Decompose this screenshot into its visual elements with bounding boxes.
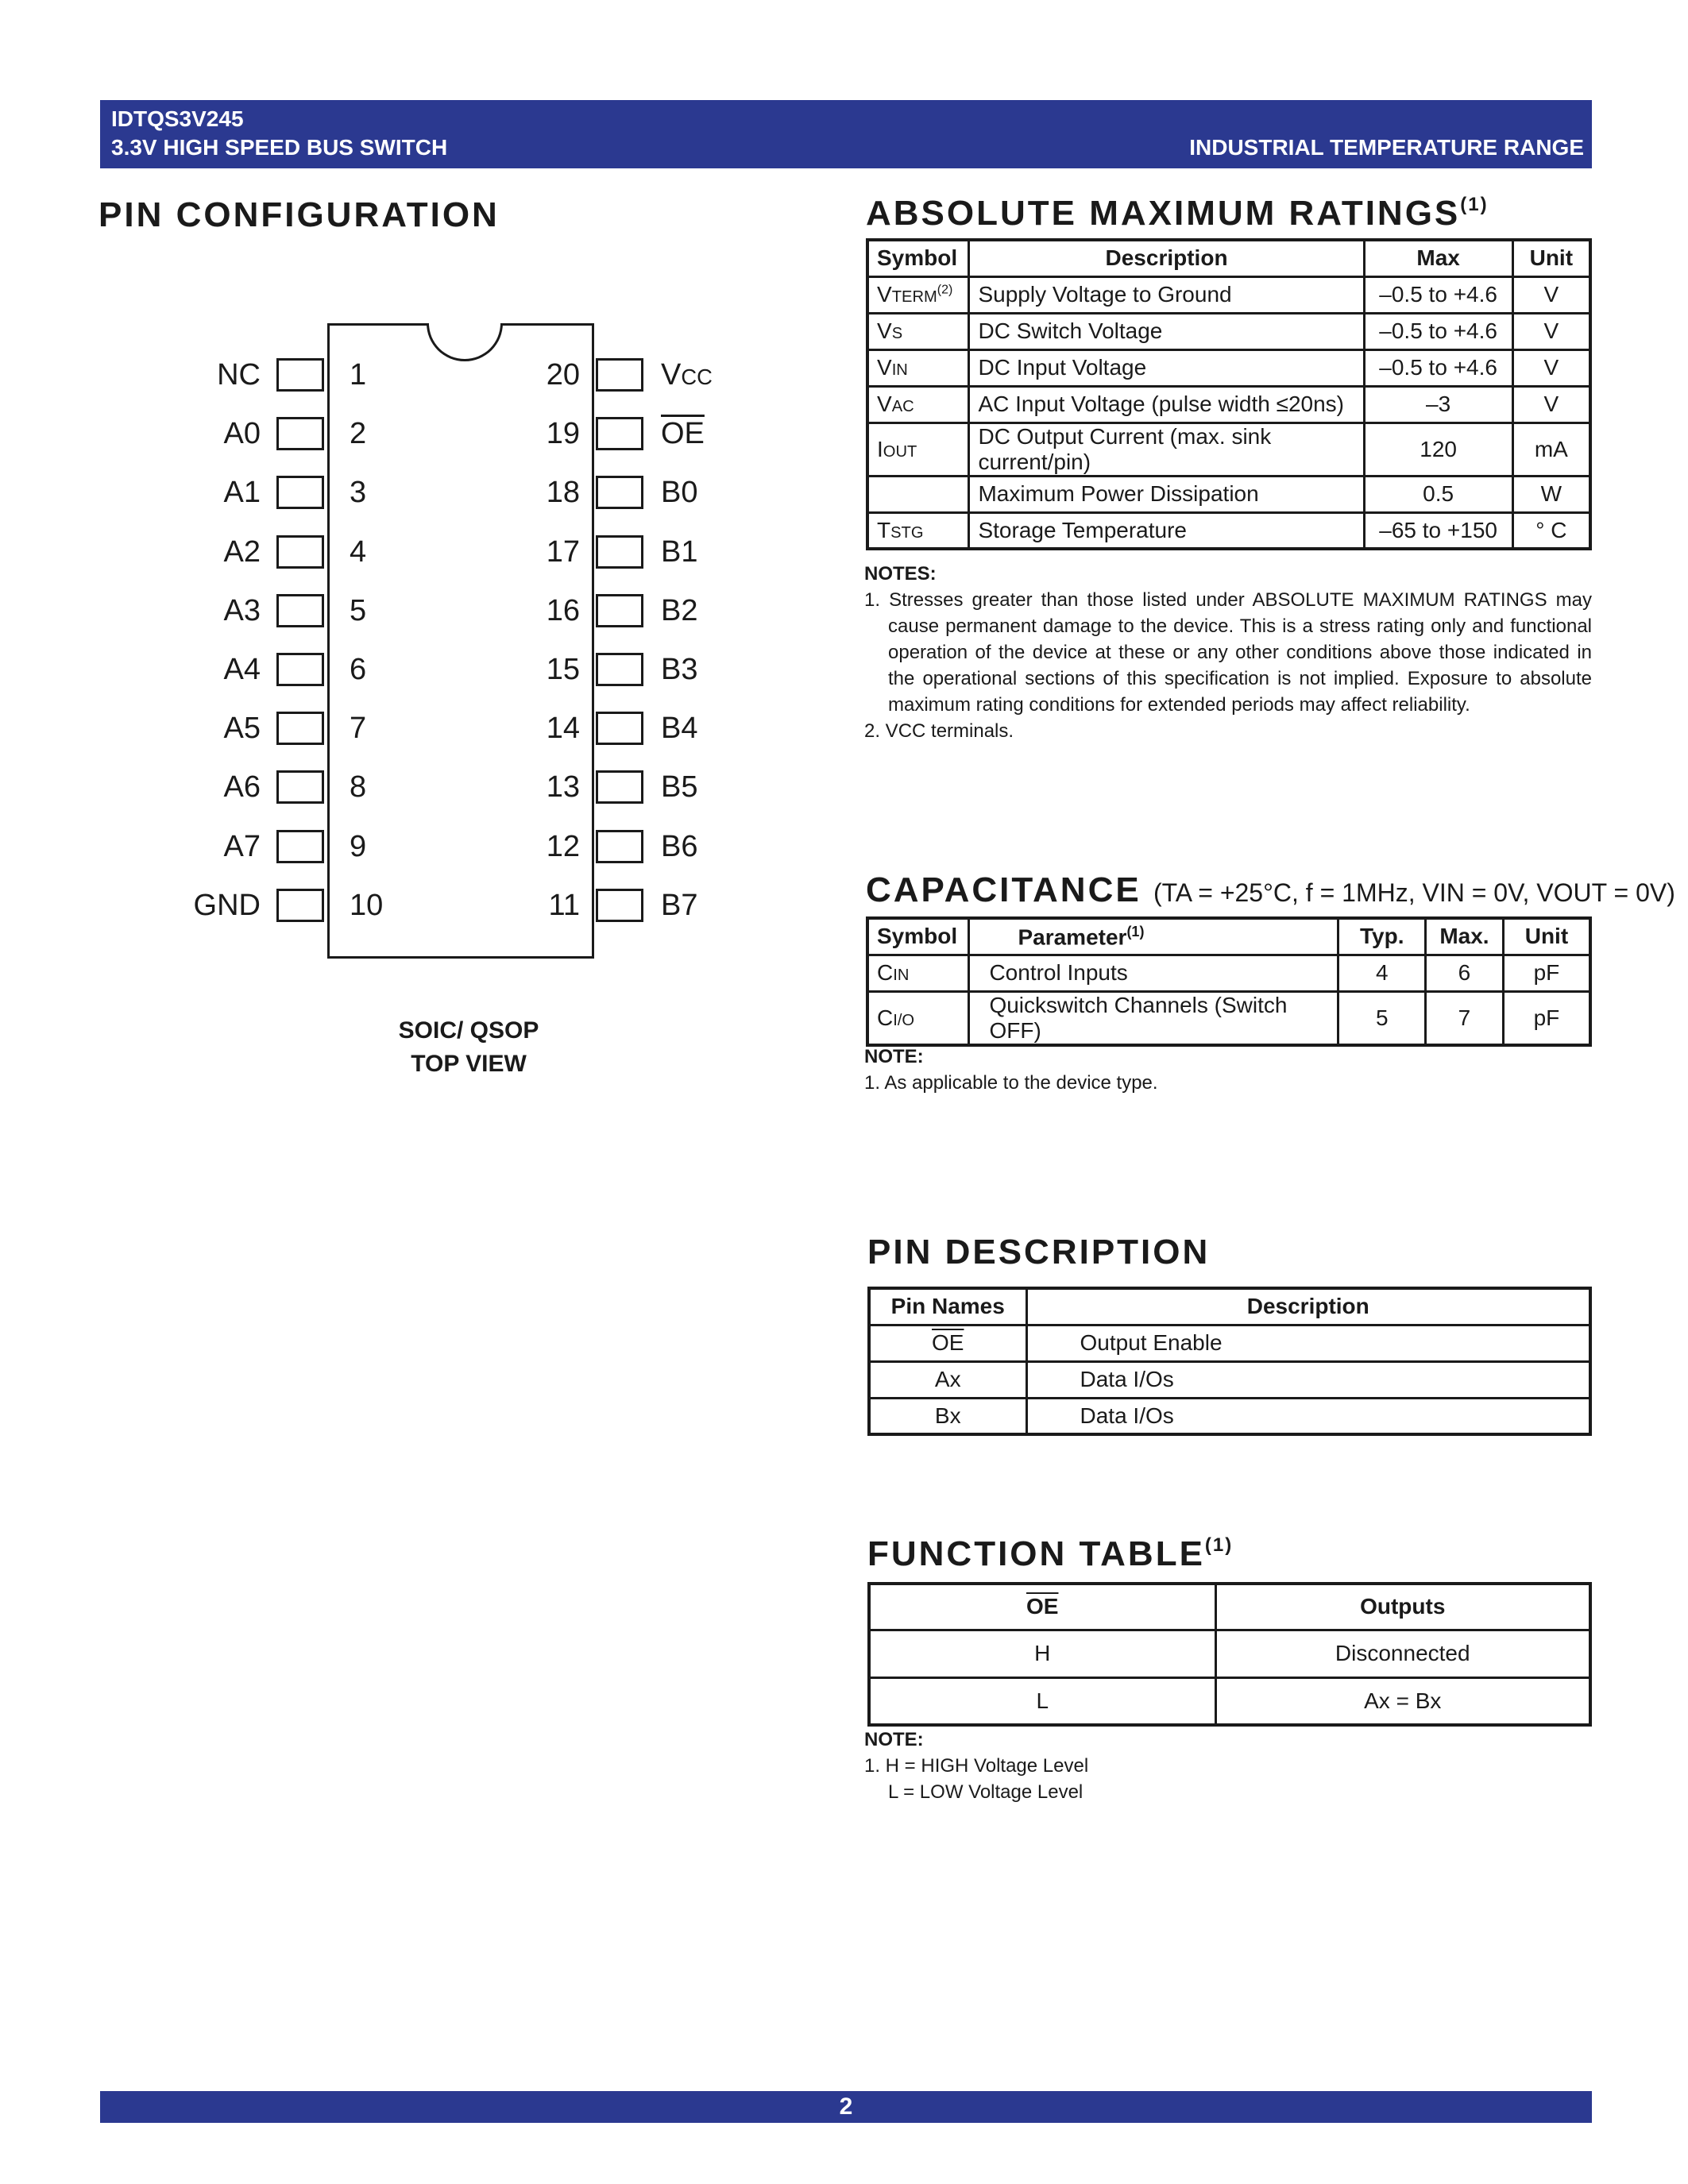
pin-name-left: A5	[223, 712, 261, 745]
pin-lead-left	[276, 476, 324, 509]
cell-description: Supply Voltage to Ground	[969, 276, 1364, 313]
table-row	[869, 1630, 1590, 1677]
pin-lead-right	[596, 535, 643, 569]
table-row	[869, 1325, 1590, 1361]
function-table-notes	[864, 1727, 1579, 1805]
pin-number-left: 6	[350, 653, 367, 686]
cell-symbol: CIN	[867, 955, 969, 991]
col-symbol: Symbol	[867, 918, 969, 955]
cell-unit: V	[1512, 349, 1590, 386]
col-unit: Unit	[1512, 240, 1590, 276]
pin-lead-right	[596, 770, 643, 804]
table-row	[869, 1677, 1590, 1725]
pin-description-table	[867, 1287, 1592, 1436]
cell-description: Data I/Os	[1026, 1361, 1590, 1398]
cell-typ: 5	[1338, 991, 1426, 1045]
pin-number-left: 7	[350, 712, 367, 745]
pin-lead-left	[276, 770, 324, 804]
pin-name-left: NC	[217, 358, 261, 392]
cell-description: AC Input Voltage (pulse width ≤20ns)	[969, 386, 1364, 423]
pin-lead-left	[276, 594, 324, 627]
table-row	[867, 512, 1590, 549]
cell-symbol: CI/O	[867, 991, 969, 1045]
note-1-cont: L = LOW Voltage Level	[888, 1781, 1083, 1803]
cell-description: Maximum Power Dissipation	[969, 476, 1364, 512]
capacitance-table	[866, 916, 1592, 1047]
page-footer	[100, 2091, 1592, 2123]
cell-symbol: VS	[867, 313, 969, 349]
pin-lead-left	[276, 653, 324, 686]
page-header	[100, 100, 1592, 168]
pin-lead-right	[596, 889, 643, 922]
cell-pin-name: Bx	[869, 1398, 1026, 1434]
pin-number-left: 2	[350, 417, 367, 450]
pin-name-left: A7	[223, 830, 261, 863]
table-header-row	[869, 1288, 1590, 1325]
cell-description: DC Switch Voltage	[969, 313, 1364, 349]
cell-unit: V	[1512, 313, 1590, 349]
note-heading: NOTE:	[864, 1729, 924, 1750]
cell-description: DC Input Voltage	[969, 349, 1364, 386]
pin-number-left: 4	[350, 535, 367, 569]
pin-number-left: 5	[350, 594, 367, 627]
pin-lead-right	[596, 476, 643, 509]
pin-number-right: 13	[546, 770, 580, 804]
pin-name-left: A0	[223, 417, 261, 450]
cell-outputs: Disconnected	[1215, 1630, 1590, 1677]
pin-name-right: VCC	[661, 358, 713, 392]
chip-notch	[427, 323, 503, 361]
table-row	[867, 423, 1590, 476]
cell-pin-name: Ax	[869, 1361, 1026, 1398]
cell-max: 6	[1426, 955, 1504, 991]
cell-unit: V	[1512, 386, 1590, 423]
pin-lead-left	[276, 535, 324, 569]
pin-lead-left	[276, 358, 324, 392]
pin-lead-right	[596, 358, 643, 392]
pin-number-right: 11	[548, 889, 580, 922]
part-number: IDTQS3V245	[111, 106, 244, 131]
cell-outputs: Ax = Bx	[1215, 1677, 1590, 1725]
pin-name-right: B7	[661, 889, 698, 922]
cell-unit: pF	[1503, 991, 1590, 1045]
abs-max-title: ABSOLUTE MAXIMUM RATINGS$^{(1)}$	[866, 194, 1489, 233]
pin-number-right: 12	[546, 830, 580, 863]
cell-unit: mA	[1512, 423, 1590, 476]
pin-name-left: A1	[223, 476, 261, 509]
pin-lead-left	[276, 830, 324, 863]
table-row	[867, 991, 1590, 1045]
cell-unit: V	[1512, 276, 1590, 313]
pin-name-left: A4	[223, 653, 261, 686]
cell-unit: ° C	[1512, 512, 1590, 549]
cell-max: 0.5	[1364, 476, 1512, 512]
table-header-row	[869, 1584, 1590, 1630]
table-row	[867, 955, 1590, 991]
package-label: SOIC/ QSOP	[398, 1017, 539, 1044]
col-parameter: Parameter$^{(1)}$	[969, 918, 1338, 955]
note-1: 1. H = HIGH Voltage Level	[864, 1755, 1089, 1777]
table-row	[867, 349, 1590, 386]
table-row	[867, 313, 1590, 349]
cell-max: –0.5 to +4.6	[1364, 349, 1512, 386]
pin-lead-right	[596, 712, 643, 745]
note-1: 1. As applicable to the device type.	[864, 1072, 1158, 1094]
cell-symbol	[867, 476, 969, 512]
pin-lead-right	[596, 653, 643, 686]
capacitance-notes	[864, 1044, 1579, 1096]
col-oe: $\overline{OE}$	[869, 1584, 1215, 1630]
pin-number-right: 17	[546, 535, 580, 569]
pin-number-right: 16	[546, 594, 580, 627]
cell-description: Data I/Os	[1026, 1398, 1590, 1434]
pin-lead-right	[596, 830, 643, 863]
cell-description: DC Output Current (max. sink current/pin)	[969, 423, 1364, 476]
cell-symbol: TSTG	[867, 512, 969, 549]
col-symbol: Symbol	[867, 240, 969, 276]
cell-max: –3	[1364, 386, 1512, 423]
table-row	[869, 1398, 1590, 1434]
capacitance-title: CAPACITANCE (TA = +25°C, f = 1MHz, VIN = 0V, VOUT = 0V)	[866, 870, 1675, 909]
pin-number-right: 19	[546, 417, 580, 450]
pin-name-left: A2	[223, 535, 261, 569]
pin-number-right: 14	[546, 712, 580, 745]
col-typ: Typ.	[1338, 918, 1426, 955]
cell-parameter: Control Inputs	[969, 955, 1338, 991]
cell-unit: pF	[1503, 955, 1590, 991]
cell-symbol: VTERM$^{(2)}$	[867, 276, 969, 313]
cell-max: 7	[1426, 991, 1504, 1045]
pin-number-right: 20	[546, 358, 580, 392]
cell-symbol: IOUT	[867, 423, 969, 476]
notes-heading: NOTES:	[864, 563, 937, 585]
table-row	[869, 1361, 1590, 1398]
pin-name-left: A3	[223, 594, 261, 627]
cell-max: –0.5 to +4.6	[1364, 313, 1512, 349]
pin-name-left: GND	[193, 889, 261, 922]
abs-max-table	[866, 238, 1592, 550]
pin-lead-right	[596, 417, 643, 450]
pin-number-left: 3	[350, 476, 367, 509]
cell-unit: W	[1512, 476, 1590, 512]
pin-name-right: B6	[661, 830, 698, 863]
pin-name-right: B0	[661, 476, 698, 509]
cell-description: Storage Temperature	[969, 512, 1364, 549]
pin-number-left: 10	[350, 889, 384, 922]
pin-name-right: B1	[661, 535, 698, 569]
pin-number-right: 15	[546, 653, 580, 686]
cell-parameter: Quickswitch Channels (Switch OFF)	[969, 991, 1338, 1045]
table-header-row	[867, 918, 1590, 955]
cell-max: –65 to +150	[1364, 512, 1512, 549]
function-table-title: FUNCTION TABLE$^{(1)}$	[867, 1534, 1234, 1573]
cell-symbol: VIN	[867, 349, 969, 386]
pin-lead-left	[276, 889, 324, 922]
table-row	[867, 476, 1590, 512]
pin-number-right: 18	[546, 476, 580, 509]
pin-number-left: 1	[350, 358, 367, 392]
col-max: Max.	[1426, 918, 1504, 955]
cell-max: 120	[1364, 423, 1512, 476]
note-heading: NOTE:	[864, 1046, 924, 1067]
pin-lead-left	[276, 712, 324, 745]
cell-oe: H	[869, 1630, 1215, 1677]
pin-number-left: 8	[350, 770, 367, 804]
note-2: 2. VCC terminals.	[864, 720, 1014, 742]
col-unit: Unit	[1503, 918, 1590, 955]
pin-name-right: $\overline{OE}$	[661, 417, 705, 450]
cell-typ: 4	[1338, 955, 1426, 991]
table-row	[867, 386, 1590, 423]
pin-name-left: A6	[223, 770, 261, 804]
col-description: Description	[969, 240, 1364, 276]
pin-lead-right	[596, 594, 643, 627]
cell-description: Output Enable	[1026, 1325, 1590, 1361]
pin-configuration-title: PIN CONFIGURATION	[98, 195, 500, 234]
view-label: TOP VIEW	[411, 1051, 527, 1077]
col-description: Description	[1026, 1288, 1590, 1325]
temperature-range: INDUSTRIAL TEMPERATURE RANGE	[1189, 135, 1584, 160]
table-row	[867, 276, 1590, 313]
cell-pin-name: $\overline{OE}$	[869, 1325, 1026, 1361]
note-1: 1. Stresses greater than those listed under ABSOLUTE MAXIMUM RATINGS may cause permanent damage to the device. This is a stress rating only and functional operation of the device at these or any other conditions above those indicated in the operational sections of this specification is not implied. Exposure to absolute maximum rating conditions for extended periods may affect reliability.	[864, 589, 1592, 716]
table-header-row	[867, 240, 1590, 276]
pin-name-right: B4	[661, 712, 698, 745]
pin-number-left: 9	[350, 830, 367, 863]
header-subtitle: 3.3V HIGH SPEED BUS SWITCH	[111, 135, 448, 160]
col-pin-names: Pin Names	[869, 1288, 1026, 1325]
pin-description-title: PIN DESCRIPTION	[867, 1233, 1211, 1271]
abs-max-notes	[864, 561, 1592, 744]
function-table	[867, 1582, 1592, 1727]
pin-name-right: B5	[661, 770, 698, 804]
page-number: 2	[839, 2093, 853, 2120]
cell-symbol: VAC	[867, 386, 969, 423]
pin-lead-left	[276, 417, 324, 450]
pin-name-right: B2	[661, 594, 698, 627]
col-max: Max	[1364, 240, 1512, 276]
col-outputs: Outputs	[1215, 1584, 1590, 1630]
capacitance-conditions: (TA = +25°C, f = 1MHz, VIN = 0V, VOUT = 0V)	[1153, 878, 1675, 907]
cell-oe: L	[869, 1677, 1215, 1725]
pin-name-right: B3	[661, 653, 698, 686]
cell-max: –0.5 to +4.6	[1364, 276, 1512, 313]
